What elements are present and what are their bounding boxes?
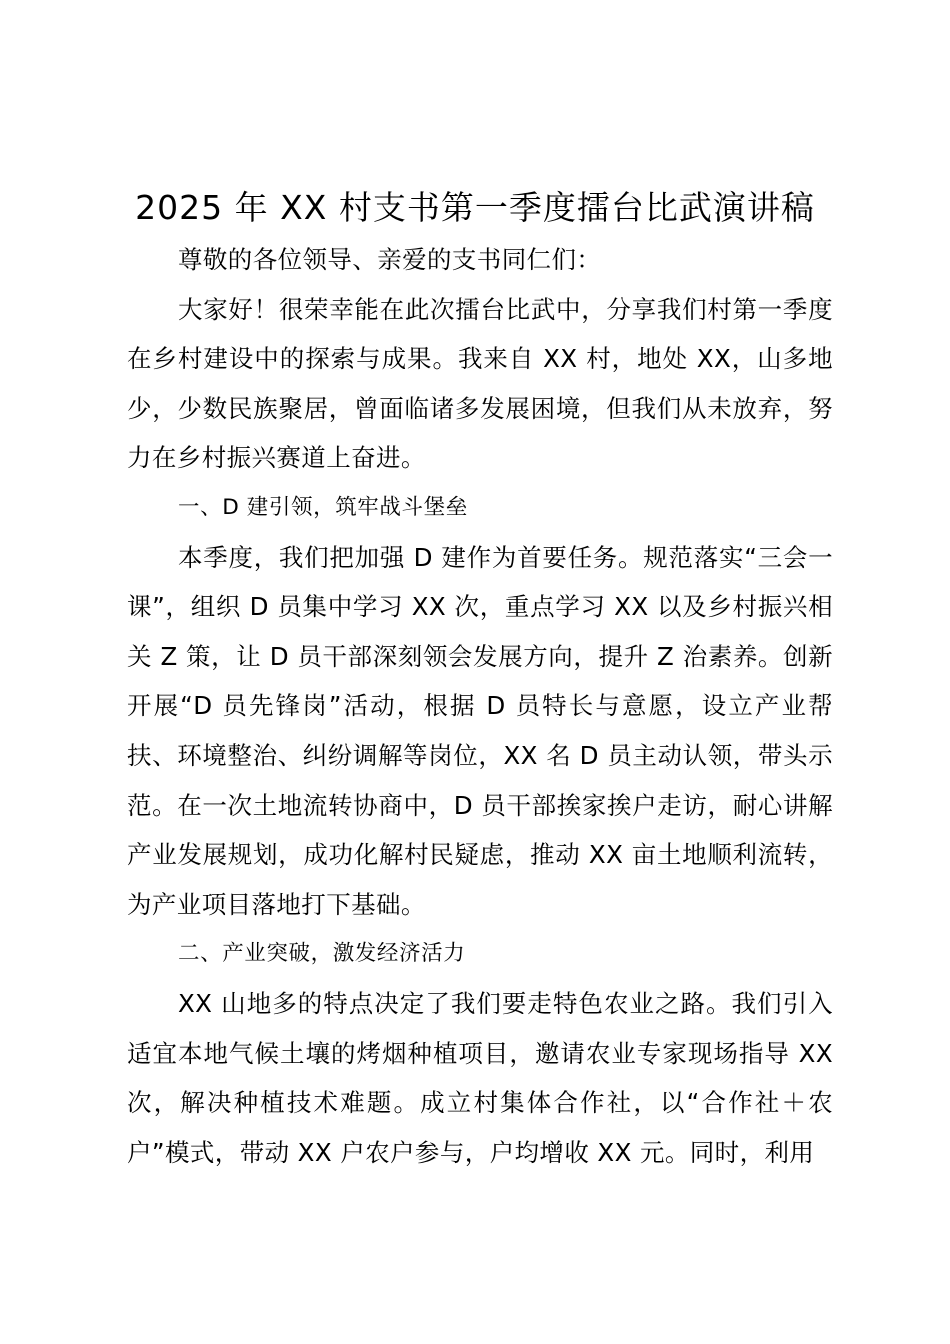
section-1-paragraph: 本季度，我们把加强 D 建作为首要任务。规范落实“三会一课”，组织 D 员集中学习 XX 次，重点学习 XX 以及乡村振兴相关 Z 策，让 D 员干部深刻领会发展方向，提升 Z 治素养。创新开展“D 员先锋岗”活动，根据 D 员特长与意愿，设立产业帮扶、环境整治、纠纷调解等岗位，XX 名 D 员主动认领，带头示范。在一次土地流转协商中，D 员干部挨家挨户走访，耐心讲解产业发展规划，成功化解村民疑虑，推动 XX 亩土地顺利流转，为产业项目落地打下基础。 [127, 542, 833, 919]
section-2-heading: 二、产业突破，激发经济活力 [178, 941, 466, 967]
section-2-paragraph: XX 山地多的特点决定了我们要走特色农业之路。我们引入适宜本地气候土壤的烤烟种植项目，邀请农业专家现场指导 XX 次，解决种植技术难题。成立村集体合作社，以“合作社＋农户”模式，带动 XX 户农户参与，户均增收 XX 元。同时，利用 [127, 988, 833, 1167]
section-1-heading: 一、D 建引领，筑牢战斗堡垒 [178, 494, 468, 520]
document-body [127, 235, 833, 1177]
document-title: 2025 年 XX 村支书第一季度擂台比武演讲稿 [135, 188, 815, 227]
greeting-paragraph: 尊敬的各位领导、亲爱的支书同仁们： [178, 245, 602, 274]
intro-paragraph: 大家好！很荣幸能在此次擂台比武中，分享我们村第一季度在乡村建设中的探索与成果。我来自 XX 村，地处 XX，山多地少，少数民族聚居，曾面临诸多发展困境，但我们从未放弃，努力在乡村振兴赛道上奋进。 [127, 294, 833, 473]
